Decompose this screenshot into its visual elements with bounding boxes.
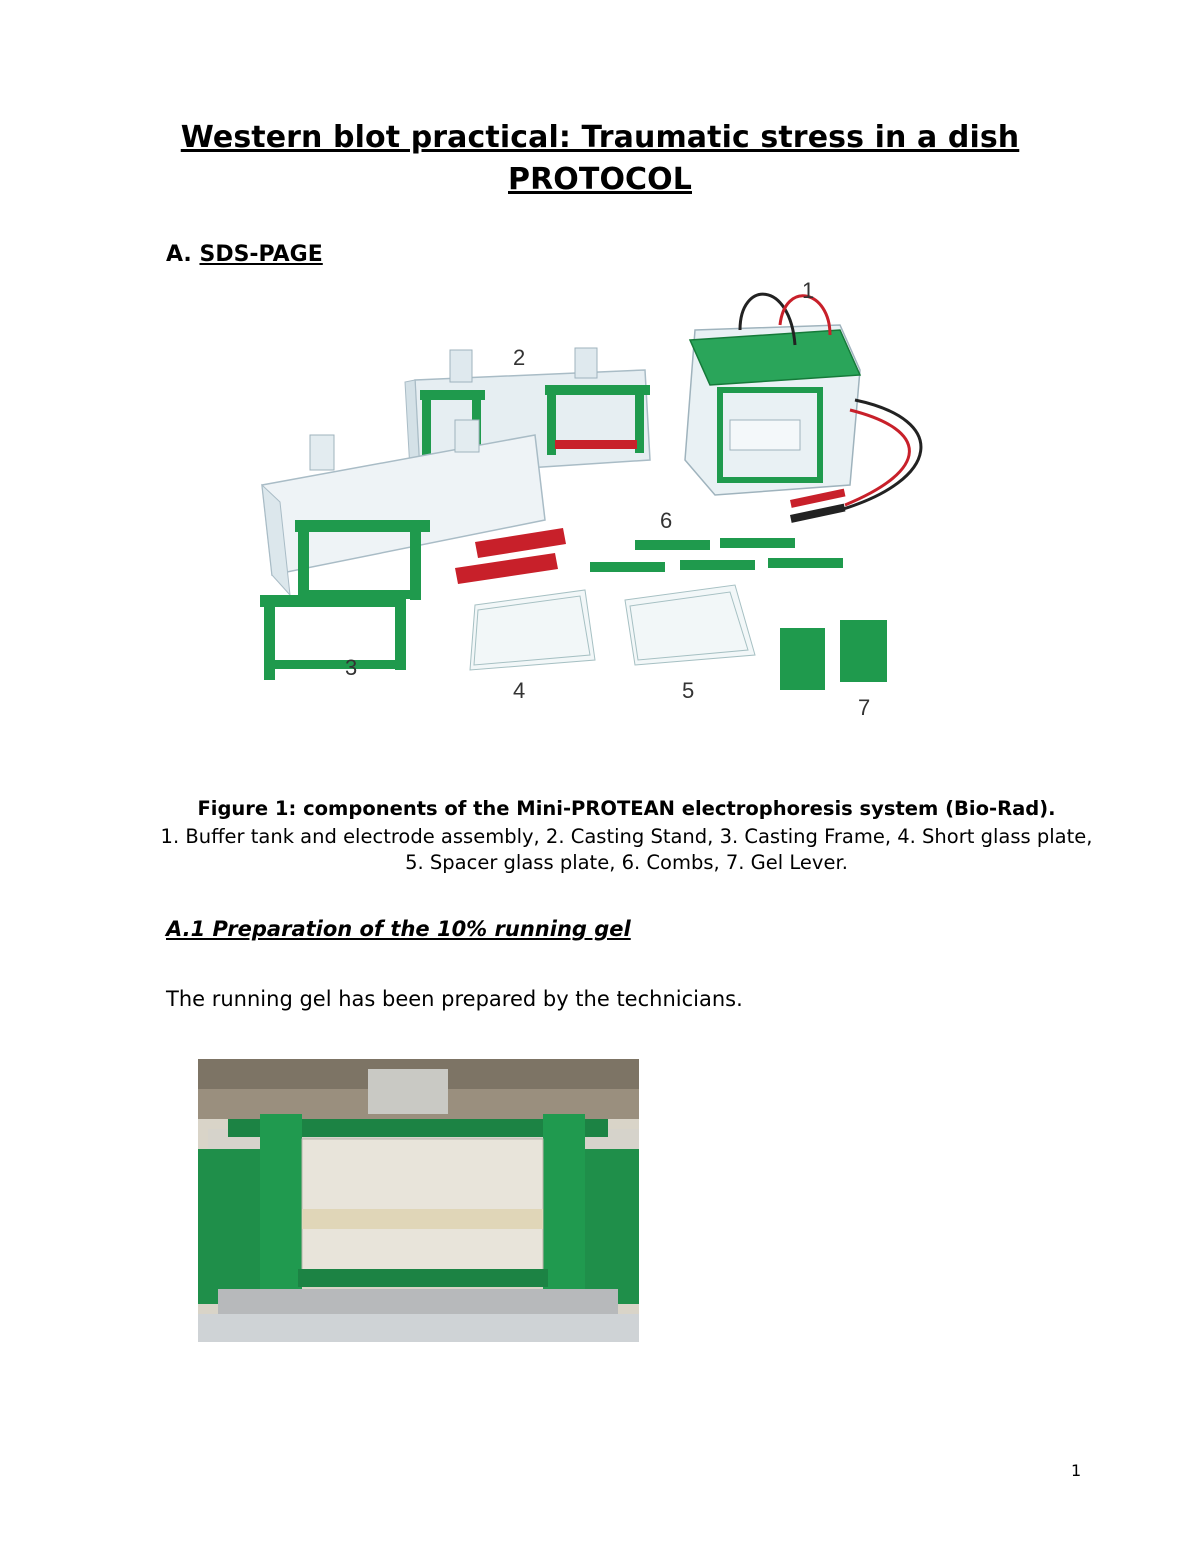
figure-label-4: 4 [513,678,526,703]
figure-label-7: 7 [858,695,871,720]
red-gaskets [455,528,566,584]
figure-label-6: 6 [660,508,673,533]
document-title: Western blot practical: Traumatic stress in a dish [180,120,1020,155]
combs [590,538,843,572]
figure-1-caption-line-1: 1. Buffer tank and electrode assembly, 2. Casting Stand, 3. Casting Frame, 4. Short glass plate, [160,825,1093,848]
running-gel-photo [198,1059,639,1342]
section-a-prefix: A. [166,242,192,267]
section-a1-heading: A.1 Preparation of the 10% running gel [166,917,631,941]
short-glass-plates [470,590,595,670]
gel-levers [780,620,887,690]
figure-label-2: 2 [513,345,526,370]
section-a1-text: The running gel has been prepared by the technicians. [166,987,743,1011]
figure-label-3: 3 [345,655,358,680]
document-subtitle: PROTOCOL [508,162,692,197]
figure-1-image [250,270,960,730]
figure-label-5: 5 [682,678,695,703]
figure-1-caption-title: Figure 1: components of the Mini-PROTEAN electrophoresis system (Bio-Rad). [197,797,1056,820]
spacer-glass-plates [625,585,755,665]
figure-1-caption-line-2: 5. Spacer glass plate, 6. Combs, 7. Gel Lever. [405,851,848,874]
page-number: 1 [1071,1461,1082,1480]
buffer-tank [685,294,921,523]
figure-label-1: 1 [802,278,815,303]
section-a-heading [166,242,323,267]
section-a-title: SDS-PAGE [199,242,323,267]
